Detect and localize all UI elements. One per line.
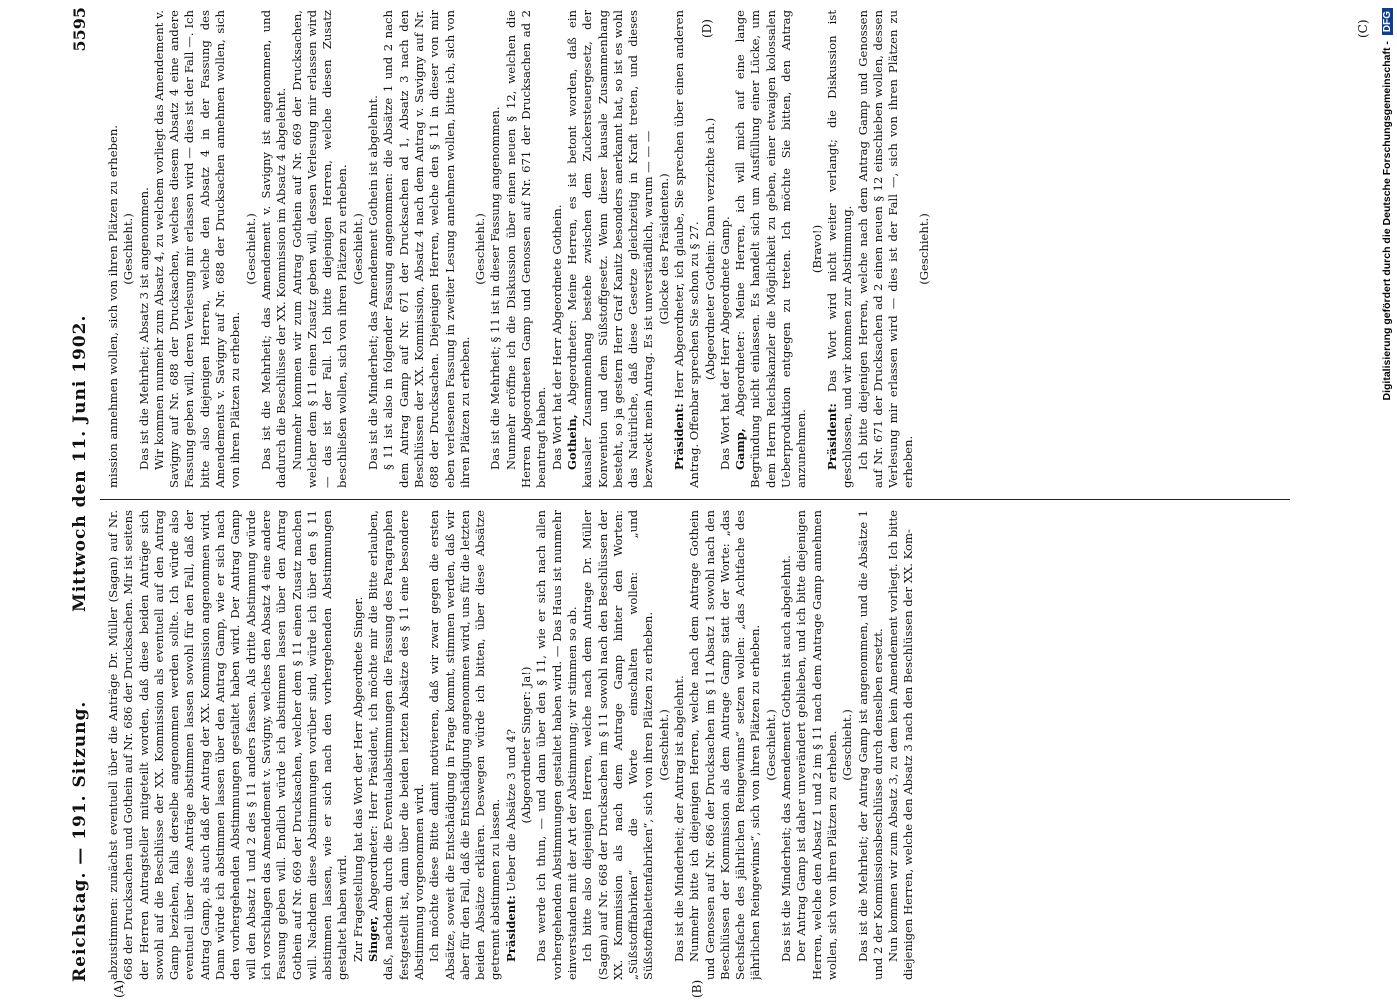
paragraph: Das ist die Mehrheit; das Amendement v. Savigny ist angenommen, und dadurch die Beschlüsse der XX. Kommission im Absatz 4 abgelehnt.: [258, 10, 289, 488]
paragraph: Das Wort hat der Herr Abgeordnete Gothein.: [549, 204, 564, 470]
right-column: [106, 10, 1286, 488]
paragraph: (Geschieht.): [656, 709, 671, 781]
paragraph: § 11 ist also in folgender Fassung angenommen: die Absätze 1 und 2 nach dem Antrag Gamp auf Nr. 671 der Drucksachen ad 1, Absatz 3 nach den Beschlüssen der XX. Kommission, Absatz 4 nach dem Antrag v. Savigny auf Nr. 688 der Drucksachen. Diejenigen Herren, welche den § 11 in dieser von mir eben verlesenen Fassung in zweiter Lesung annehmen wollen, bitte ich, sich von ihren Plätzen zu erheben.: [381, 10, 472, 488]
paragraph: Ich möchte diese Bitte damit motivieren, daß wir zwar gegen die ersten Absätze, soweit die Entschädigung in Frage kommt, stimmen werden, daß wir aber für den Fall, daß die Entschädigung angenommen wird, uns für die letzten beiden Absätze erklären. Deswegen würde ich bitten, über diese Absätze getrennt abstimmen zu lassen.: [427, 510, 503, 980]
header-date: Mittwoch den 11. Juni 1902.: [70, 314, 90, 612]
paragraph: Nun kommen wir zum Absatz 3, zu dem kein Amendement vorliegt. Ich bitte diejenigen Herren, welche den Absatz 3 nach den Beschlüssen der XX. Kom-: [886, 510, 916, 980]
paragraph: (Abgeordneter Singer: Ja!): [519, 666, 534, 824]
dfg-watermark: [1378, 8, 1396, 996]
paragraph: Der Antrag Gamp ist daher unverändert geblieben, und ich bitte diejenigen Herren, welche den Absatz 1 und 2 im § 11 nach dem Antrage Gamp annehmen wollen, sich von ihren Plätzen zu erheben.: [794, 510, 839, 980]
margin-mark-c: (C): [1356, 19, 1370, 38]
column-divider: [100, 499, 1290, 500]
paragraph: Das ist die Minderheit; das Amendement Gothein ist abgelehnt.: [366, 95, 381, 470]
margin-mark-a: (A): [112, 979, 126, 998]
paragraph: (Geschieht.): [840, 709, 855, 781]
dfg-logo: DFG: [1382, 8, 1393, 35]
left-column: [106, 510, 1286, 980]
paragraph: Ich bitte diejenigen Herren, welche nach dem Antrag Gamp und Genossen auf Nr. 671 der Drucksachen ad 2 einen neuen § 12 einschieben wollen, dessen Verlesung mir erlassen wird — dies ist der Fall —, sich von ihren Plätzen zu erheben.: [855, 10, 916, 488]
header-left: Reichstag. — 191. Sitzung.: [70, 700, 90, 982]
paragraph: abzustimmen: zunächst eventuell über die Anträge Dr. Müller (Sagan) auf Nr. 668 der Drucksachen und Gothein auf Nr. 686 der Drucksachen. Mir ist seitens der Herren Antragsteller mitgeteilt worden, daß diese beiden Anträge sich sowohl auf die Beschlüsse der XX. Kommission als eventuell auf den Antrag Gamp beziehen, falls derselbe angenommen werden sollte. Ich würde also eventuell über diese Anträge abstimmen lassen sowohl für den Fall, daß der Antrag Gamp, als auch daß der Antrag der XX. Kommission angenommen wird. Dann würde ich abstimmen lassen über den Antrag Gamp, wie er sich nach den vorhergehenden Abstimmungen gestaltet haben wird. Der Antrag Gamp will den Absatz 1 und 2 des § 11 anders fassen. Als dritte Abstimmung würde ich vorschlagen das Amendement v. Savigny, welches den Absatz 4 eine andere Fassung geben will. Endlich würde ich abstimmen lassen über den Antrag Gothein auf Nr. 669 der Drucksachen, welcher dem § 11 einen Zusatz machen will. Nachdem diese Abstimmungen vorüber sind, würde ich über den § 11 abstimmen lassen, wie er sich nach den vorhergehenden Abstimmungen gestaltet haben wird.: [106, 510, 350, 980]
paragraph: Nunmehr eröffne ich die Diskussion über einen neuen § 12, welchen die Herren Abgeordneten Gamp und Genossen auf Nr. 671 der Drucksachen ad 2 beantragt haben.: [503, 10, 549, 488]
paragraph: (Geschieht.): [916, 213, 931, 285]
paragraph: (Geschieht.): [763, 709, 778, 781]
paragraph: Wir kommen nunmehr zum Absatz 4, zu welchem vorliegt das Amendement v. Savigny auf Nr. 688 der Drucksachen, welches diesem Absatz 4 eine andere Fassung geben will, deren Verlesung mir erlassen wird — dies ist der Fall —. Ich bitte also diejenigen Herren, welche den Absatz 4 in der Fassung des Amendements v. Savigny auf Nr. 688 der Drucksachen annehmen wollen, sich von ihren Plätzen zu erheben.: [151, 10, 243, 488]
paragraph: (Glocke des Präsidenten.): [656, 173, 671, 325]
paragraph: (Geschieht.): [473, 213, 488, 285]
paragraph: Das ist die Mehrheit; § 11 ist in dieser Fassung angenommen.: [488, 106, 503, 470]
paragraph: Das werde ich thun, — und dann über den § 11, wie er sich nach allen vorhergehenden Abstimmungen gestaltet haben wird. — Das Haus ist nunmehr einverstanden mit der Art der Abstimmung; wir stimmen so ab.: [534, 510, 579, 980]
paragraph: Singer, Abgeordneter: Herr Präsident, ich möchte mir die Bitte erlauben, daß, nachdem durch die Eventualabstimmungen die Fassung des Paragraphen festgestellt ist, dann über die beiden letzten Absätze des § 11 eine besondere Abstimmung vorgenommen wird.: [366, 510, 426, 980]
paragraph: Das ist die Minderheit; der Antrag ist abgelehnt.: [671, 675, 686, 962]
paragraph: Ich bitte also diejenigen Herren, welche nach dem Antrage Dr. Müller (Sagan) auf Nr. 668 der Drucksachen im § 11 sowohl nach den Beschlüssen der XX. Kommission als nach dem Antrage Gamp hinter den Worten: „Süßstofffabriken“ die Worte einschalten wollen: „und Süßstofftablettenfabriken“, sich von ihren Plätzen zu erheben.: [580, 510, 656, 980]
paragraph: Nunmehr bitte ich diejenigen Herren, welche nach dem Antrage Gothein und Genossen auf Nr. 686 der Drucksachen im § 11 Absatz 1 sowohl nach den Beschlüssen der Kommission als dem Antrage Gamp statt der Worte: „das Sechsfache des jährlichen Reingewinns“ setzen wollen: „das Achtfache des jährlichen Reingewinns“, sich von ihren Plätzen zu erheben.: [687, 510, 763, 980]
paragraph: Das ist die Mehrheit; Absatz 3 ist angenommen.: [136, 187, 151, 470]
paragraph: Zur Fragestellung hat das Wort der Herr Abgeordnete Singer.: [350, 596, 365, 962]
paragraph: Präsident: Ueber die Absätze 3 und 4?: [503, 729, 518, 962]
paragraph: (Geschieht.): [121, 213, 136, 285]
paragraph: Das Wort hat der Herr Abgeordnete Gamp.: [717, 216, 732, 470]
page-header: [66, 7, 96, 982]
paragraph: Gothein, Abgeordneter: Meine Herren, es ist betont worden, daß ein kausaler Zusammenhang bestehe zwischen dem Zuckersteuergesetz, der Konvention und dem Süßstoffgesetz. Wenn dieser kausale Zusammenhang besteht, so ja gestern Herr Graf Kanitz besonders anerkannt hat, so ist es wohl das Natürliche, daß diese Gesetze gleichzeitig in Kraft treten, und dieses bezweckt mein Antrag. Es ist unverständlich, warum — — —: [564, 10, 656, 488]
paragraph: Präsident: Herr Abgeordneter, ich glaube, Sie sprechen über einen anderen Antrag. Offenbar sprechen Sie schon zu § 27.: [671, 10, 702, 488]
watermark-text: Digitalisierung gefördert durch die Deutsche Forschungsgemeinschaft -: [1381, 41, 1393, 401]
margin-mark-b: (B): [690, 979, 704, 998]
margin-mark-d: (D): [700, 19, 714, 38]
paragraph: (Abgeordneter Gothein: Dann verzichte ich.): [702, 117, 717, 381]
paragraph: Präsident: Das Wort wird nicht weiter verlangt; die Diskussion ist geschlossen, und wir kommen zur Abstimmung.: [824, 10, 855, 488]
paragraph: (Geschieht.): [350, 213, 365, 285]
paragraph: Gamp, Abgeordneter: Meine Herren, ich will mich auf eine lange Begründung nicht einlassen. Es handelt sich um Ausfüllung einer Lücke, um dem Herrn Reichskanzler die Möglichkeit zu geben, einer etwaigen kolossalen Ueberproduktion entgegen zu treten. Ich möchte Sie bitten, den Antrag anzunehmen.: [733, 10, 809, 488]
paragraph: mission annehmen wollen, sich von ihren Plätzen zu erheben.: [106, 125, 120, 488]
paragraph: Das ist die Mehrheit; der Antrag Gamp ist angenommen, und die Absätze 1 und 2 der Kommissionsbeschlüsse durch denselben ersetzt.: [855, 510, 885, 980]
paragraph: Nunmehr kommen wir zum Antrag Gothein auf Nr. 669 der Drucksachen, welcher dem § 11 einen Zusatz geben will, dessen Verlesung mir erlassen wird — das ist der Fall. Ich bitte diejenigen Herren, welche diesen Zusatz beschließen wollen, sich von ihren Plätzen zu erheben.: [289, 10, 350, 488]
paragraph: (Bravo!): [809, 224, 824, 274]
paragraph: (Geschieht.): [243, 213, 258, 285]
paragraph: Das ist die Minderheit; das Amendement Gothein ist auch abgelehnt.: [779, 555, 794, 962]
page-number: 5595: [70, 7, 89, 52]
